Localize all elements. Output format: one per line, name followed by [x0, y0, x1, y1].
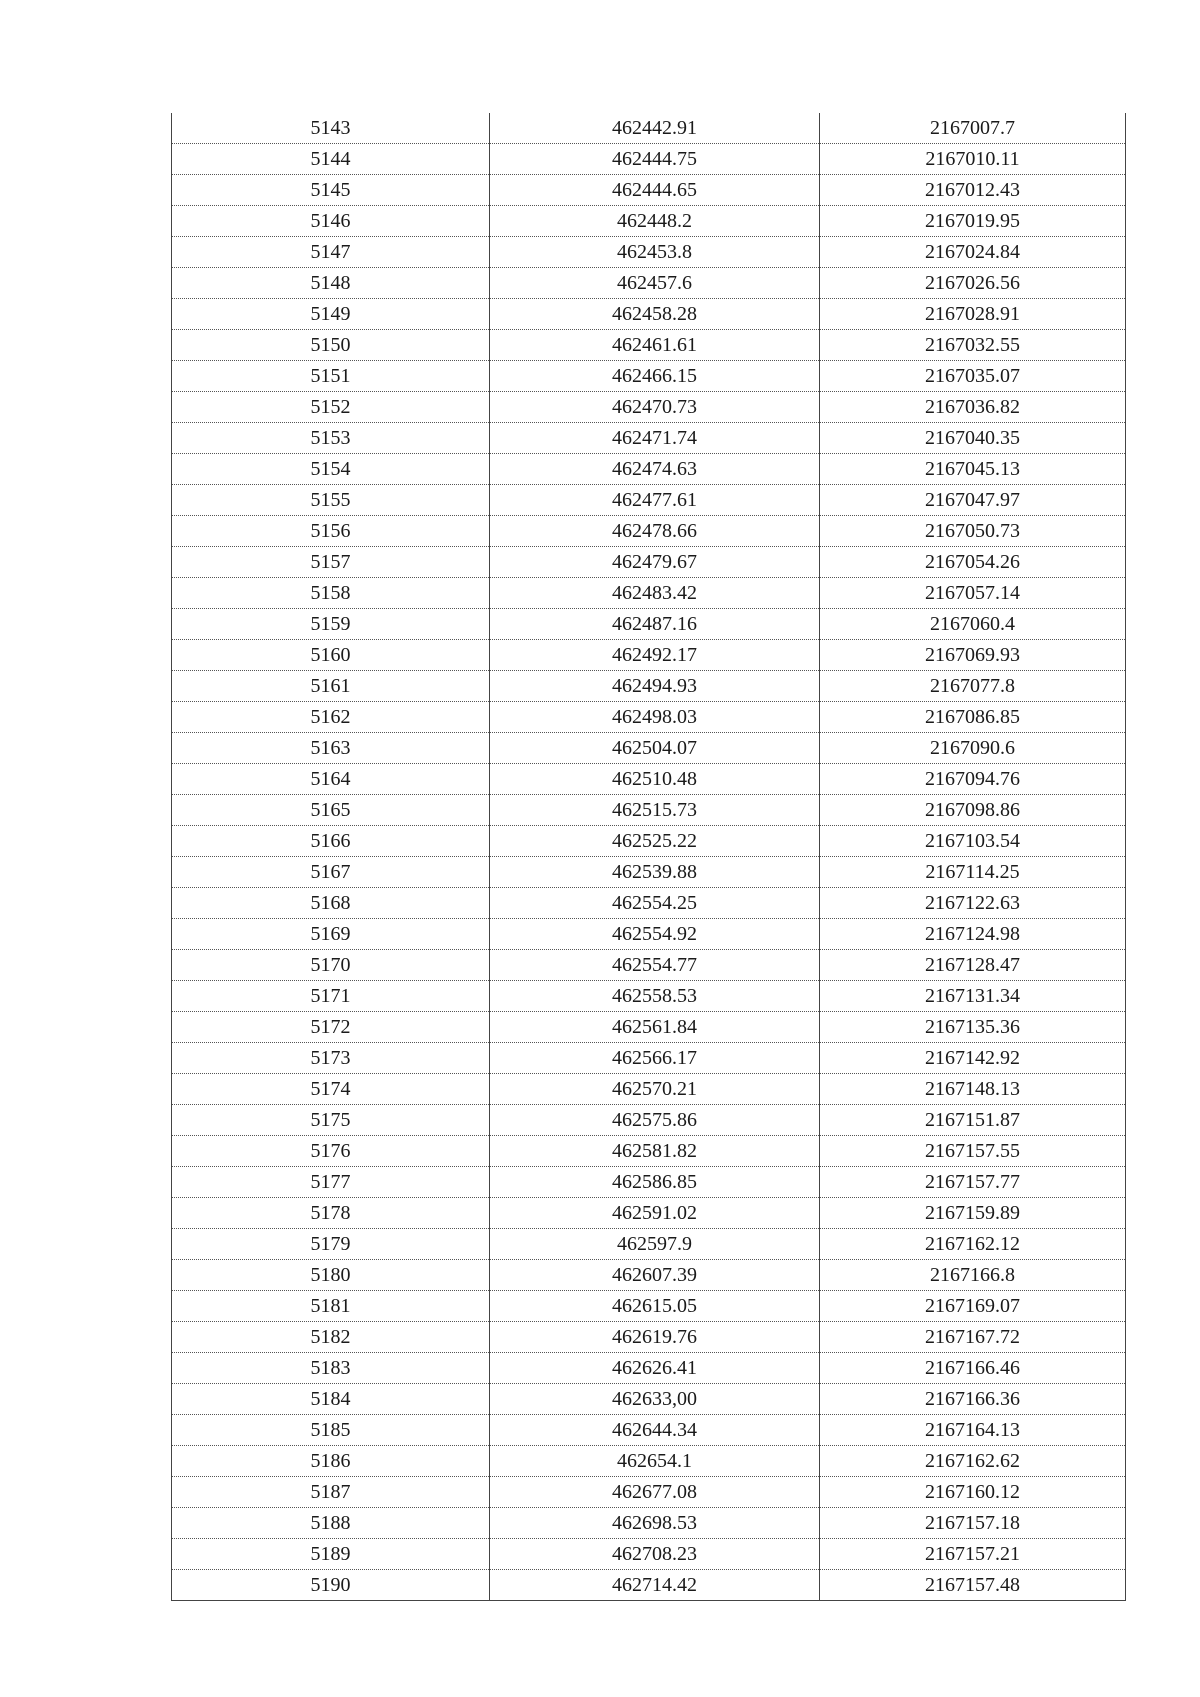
y-coordinate-cell: 2167010.11: [820, 144, 1126, 175]
point-number-cell: 5184: [172, 1384, 490, 1415]
table-row: [172, 361, 1126, 392]
table-row: [172, 795, 1126, 826]
table-row: [172, 1105, 1126, 1136]
point-number-cell: 5176: [172, 1136, 490, 1167]
x-coordinate-cell: 462708.23: [490, 1539, 820, 1570]
table-row: [172, 1508, 1126, 1539]
point-number-cell: 5166: [172, 826, 490, 857]
y-coordinate-cell: 2167098.86: [820, 795, 1126, 826]
x-coordinate-cell: 462479.67: [490, 547, 820, 578]
point-number-cell: 5144: [172, 144, 490, 175]
table-row: [172, 671, 1126, 702]
x-coordinate-cell: 462677.08: [490, 1477, 820, 1508]
point-number-cell: 5162: [172, 702, 490, 733]
y-coordinate-cell: 2167162.62: [820, 1446, 1126, 1477]
x-coordinate-cell: 462644.34: [490, 1415, 820, 1446]
x-coordinate-cell: 462554.92: [490, 919, 820, 950]
table-row: [172, 1353, 1126, 1384]
x-coordinate-cell: 462575.86: [490, 1105, 820, 1136]
point-number-cell: 5161: [172, 671, 490, 702]
point-number-cell: 5182: [172, 1322, 490, 1353]
point-number-cell: 5156: [172, 516, 490, 547]
point-number-cell: 5180: [172, 1260, 490, 1291]
point-number-cell: 5181: [172, 1291, 490, 1322]
x-coordinate-cell: 462504.07: [490, 733, 820, 764]
table-row: [172, 640, 1126, 671]
y-coordinate-cell: 2167157.55: [820, 1136, 1126, 1167]
x-coordinate-cell: 462494.93: [490, 671, 820, 702]
table-row: [172, 392, 1126, 423]
y-coordinate-cell: 2167169.07: [820, 1291, 1126, 1322]
point-number-cell: 5159: [172, 609, 490, 640]
table-row: [172, 1477, 1126, 1508]
table-row: [172, 237, 1126, 268]
y-coordinate-cell: 2167151.87: [820, 1105, 1126, 1136]
table-row: [172, 268, 1126, 299]
x-coordinate-cell: 462510.48: [490, 764, 820, 795]
y-coordinate-cell: 2167157.21: [820, 1539, 1126, 1570]
point-number-cell: 5152: [172, 392, 490, 423]
x-coordinate-cell: 462444.65: [490, 175, 820, 206]
table-row: [172, 175, 1126, 206]
point-number-cell: 5170: [172, 950, 490, 981]
x-coordinate-cell: 462492.17: [490, 640, 820, 671]
table-row: [172, 981, 1126, 1012]
x-coordinate-cell: 462566.17: [490, 1043, 820, 1074]
point-number-cell: 5185: [172, 1415, 490, 1446]
y-coordinate-cell: 2167090.6: [820, 733, 1126, 764]
table-row: [172, 547, 1126, 578]
point-number-cell: 5149: [172, 299, 490, 330]
y-coordinate-cell: 2167159.89: [820, 1198, 1126, 1229]
table-row: [172, 206, 1126, 237]
point-number-cell: 5169: [172, 919, 490, 950]
y-coordinate-cell: 2167164.13: [820, 1415, 1126, 1446]
x-coordinate-cell: 462448.2: [490, 206, 820, 237]
table-row: [172, 1229, 1126, 1260]
point-number-cell: 5151: [172, 361, 490, 392]
y-coordinate-cell: 2167124.98: [820, 919, 1126, 950]
x-coordinate-cell: 462597.9: [490, 1229, 820, 1260]
table-row: [172, 1167, 1126, 1198]
table-row: [172, 1012, 1126, 1043]
point-number-cell: 5187: [172, 1477, 490, 1508]
point-number-cell: 5183: [172, 1353, 490, 1384]
x-coordinate-cell: 462607.39: [490, 1260, 820, 1291]
table-row: [172, 1136, 1126, 1167]
point-number-cell: 5148: [172, 268, 490, 299]
x-coordinate-cell: 462633,00: [490, 1384, 820, 1415]
point-number-cell: 5178: [172, 1198, 490, 1229]
x-coordinate-cell: 462471.74: [490, 423, 820, 454]
table-row: [172, 485, 1126, 516]
point-number-cell: 5179: [172, 1229, 490, 1260]
y-coordinate-cell: 2167157.48: [820, 1570, 1126, 1601]
y-coordinate-cell: 2167157.18: [820, 1508, 1126, 1539]
x-coordinate-cell: 462477.61: [490, 485, 820, 516]
point-number-cell: 5164: [172, 764, 490, 795]
y-coordinate-cell: 2167166.8: [820, 1260, 1126, 1291]
x-coordinate-cell: 462498.03: [490, 702, 820, 733]
y-coordinate-cell: 2167024.84: [820, 237, 1126, 268]
y-coordinate-cell: 2167026.56: [820, 268, 1126, 299]
x-coordinate-cell: 462470.73: [490, 392, 820, 423]
y-coordinate-cell: 2167160.12: [820, 1477, 1126, 1508]
y-coordinate-cell: 2167057.14: [820, 578, 1126, 609]
y-coordinate-cell: 2167142.92: [820, 1043, 1126, 1074]
table-row: [172, 330, 1126, 361]
x-coordinate-cell: 462581.82: [490, 1136, 820, 1167]
y-coordinate-cell: 2167148.13: [820, 1074, 1126, 1105]
y-coordinate-cell: 2167012.43: [820, 175, 1126, 206]
y-coordinate-cell: 2167050.73: [820, 516, 1126, 547]
x-coordinate-cell: 462591.02: [490, 1198, 820, 1229]
table-row: [172, 1198, 1126, 1229]
y-coordinate-cell: 2167007.7: [820, 113, 1126, 144]
point-number-cell: 5160: [172, 640, 490, 671]
x-coordinate-cell: 462654.1: [490, 1446, 820, 1477]
table-row: [172, 702, 1126, 733]
point-number-cell: 5157: [172, 547, 490, 578]
table-row: [172, 826, 1126, 857]
y-coordinate-cell: 2167166.36: [820, 1384, 1126, 1415]
table-row: [172, 1043, 1126, 1074]
x-coordinate-cell: 462586.85: [490, 1167, 820, 1198]
table-row: [172, 1322, 1126, 1353]
y-coordinate-cell: 2167157.77: [820, 1167, 1126, 1198]
x-coordinate-cell: 462483.42: [490, 578, 820, 609]
y-coordinate-cell: 2167054.26: [820, 547, 1126, 578]
x-coordinate-cell: 462515.73: [490, 795, 820, 826]
y-coordinate-cell: 2167069.93: [820, 640, 1126, 671]
table-row: [172, 113, 1126, 144]
point-number-cell: 5153: [172, 423, 490, 454]
coordinate-table-body: [172, 113, 1126, 1601]
y-coordinate-cell: 2167166.46: [820, 1353, 1126, 1384]
x-coordinate-cell: 462461.61: [490, 330, 820, 361]
x-coordinate-cell: 462453.8: [490, 237, 820, 268]
point-number-cell: 5186: [172, 1446, 490, 1477]
y-coordinate-cell: 2167019.95: [820, 206, 1126, 237]
y-coordinate-cell: 2167047.97: [820, 485, 1126, 516]
x-coordinate-cell: 462554.25: [490, 888, 820, 919]
point-number-cell: 5158: [172, 578, 490, 609]
point-number-cell: 5145: [172, 175, 490, 206]
point-number-cell: 5165: [172, 795, 490, 826]
table-row: [172, 764, 1126, 795]
point-number-cell: 5155: [172, 485, 490, 516]
y-coordinate-cell: 2167028.91: [820, 299, 1126, 330]
point-number-cell: 5177: [172, 1167, 490, 1198]
x-coordinate-cell: 462561.84: [490, 1012, 820, 1043]
point-number-cell: 5154: [172, 454, 490, 485]
y-coordinate-cell: 2167045.13: [820, 454, 1126, 485]
y-coordinate-cell: 2167131.34: [820, 981, 1126, 1012]
table-row: [172, 1074, 1126, 1105]
point-number-cell: 5147: [172, 237, 490, 268]
table-row: [172, 1384, 1126, 1415]
y-coordinate-cell: 2167135.36: [820, 1012, 1126, 1043]
point-number-cell: 5167: [172, 857, 490, 888]
table-row: [172, 609, 1126, 640]
table-row: [172, 578, 1126, 609]
point-number-cell: 5174: [172, 1074, 490, 1105]
point-number-cell: 5190: [172, 1570, 490, 1601]
table-row: [172, 857, 1126, 888]
y-coordinate-cell: 2167114.25: [820, 857, 1126, 888]
y-coordinate-cell: 2167122.63: [820, 888, 1126, 919]
table-row: [172, 299, 1126, 330]
x-coordinate-cell: 462474.63: [490, 454, 820, 485]
y-coordinate-cell: 2167103.54: [820, 826, 1126, 857]
x-coordinate-cell: 462570.21: [490, 1074, 820, 1105]
y-coordinate-cell: 2167035.07: [820, 361, 1126, 392]
y-coordinate-cell: 2167167.72: [820, 1322, 1126, 1353]
y-coordinate-cell: 2167060.4: [820, 609, 1126, 640]
coordinate-table: [171, 113, 1126, 1601]
y-coordinate-cell: 2167162.12: [820, 1229, 1126, 1260]
x-coordinate-cell: 462457.6: [490, 268, 820, 299]
table-row: [172, 423, 1126, 454]
point-number-cell: 5189: [172, 1539, 490, 1570]
x-coordinate-cell: 462554.77: [490, 950, 820, 981]
table-row: [172, 888, 1126, 919]
x-coordinate-cell: 462558.53: [490, 981, 820, 1012]
x-coordinate-cell: 462466.15: [490, 361, 820, 392]
table-row: [172, 1446, 1126, 1477]
point-number-cell: 5163: [172, 733, 490, 764]
point-number-cell: 5146: [172, 206, 490, 237]
table-row: [172, 144, 1126, 175]
point-number-cell: 5168: [172, 888, 490, 919]
x-coordinate-cell: 462487.16: [490, 609, 820, 640]
y-coordinate-cell: 2167040.35: [820, 423, 1126, 454]
x-coordinate-cell: 462539.88: [490, 857, 820, 888]
table-row: [172, 516, 1126, 547]
table-row: [172, 1570, 1126, 1601]
table-row: [172, 454, 1126, 485]
table-row: [172, 1539, 1126, 1570]
point-number-cell: 5171: [172, 981, 490, 1012]
table-row: [172, 1260, 1126, 1291]
x-coordinate-cell: 462442.91: [490, 113, 820, 144]
table-row: [172, 950, 1126, 981]
table-row: [172, 733, 1126, 764]
x-coordinate-cell: 462458.28: [490, 299, 820, 330]
y-coordinate-cell: 2167094.76: [820, 764, 1126, 795]
y-coordinate-cell: 2167032.55: [820, 330, 1126, 361]
point-number-cell: 5172: [172, 1012, 490, 1043]
x-coordinate-cell: 462444.75: [490, 144, 820, 175]
point-number-cell: 5143: [172, 113, 490, 144]
x-coordinate-cell: 462626.41: [490, 1353, 820, 1384]
y-coordinate-cell: 2167128.47: [820, 950, 1126, 981]
table-row: [172, 919, 1126, 950]
x-coordinate-cell: 462619.76: [490, 1322, 820, 1353]
y-coordinate-cell: 2167036.82: [820, 392, 1126, 423]
point-number-cell: 5188: [172, 1508, 490, 1539]
x-coordinate-cell: 462698.53: [490, 1508, 820, 1539]
table-row: [172, 1415, 1126, 1446]
x-coordinate-cell: 462525.22: [490, 826, 820, 857]
x-coordinate-cell: 462478.66: [490, 516, 820, 547]
point-number-cell: 5150: [172, 330, 490, 361]
x-coordinate-cell: 462714.42: [490, 1570, 820, 1601]
point-number-cell: 5175: [172, 1105, 490, 1136]
y-coordinate-cell: 2167077.8: [820, 671, 1126, 702]
y-coordinate-cell: 2167086.85: [820, 702, 1126, 733]
point-number-cell: 5173: [172, 1043, 490, 1074]
table-row: [172, 1291, 1126, 1322]
x-coordinate-cell: 462615.05: [490, 1291, 820, 1322]
